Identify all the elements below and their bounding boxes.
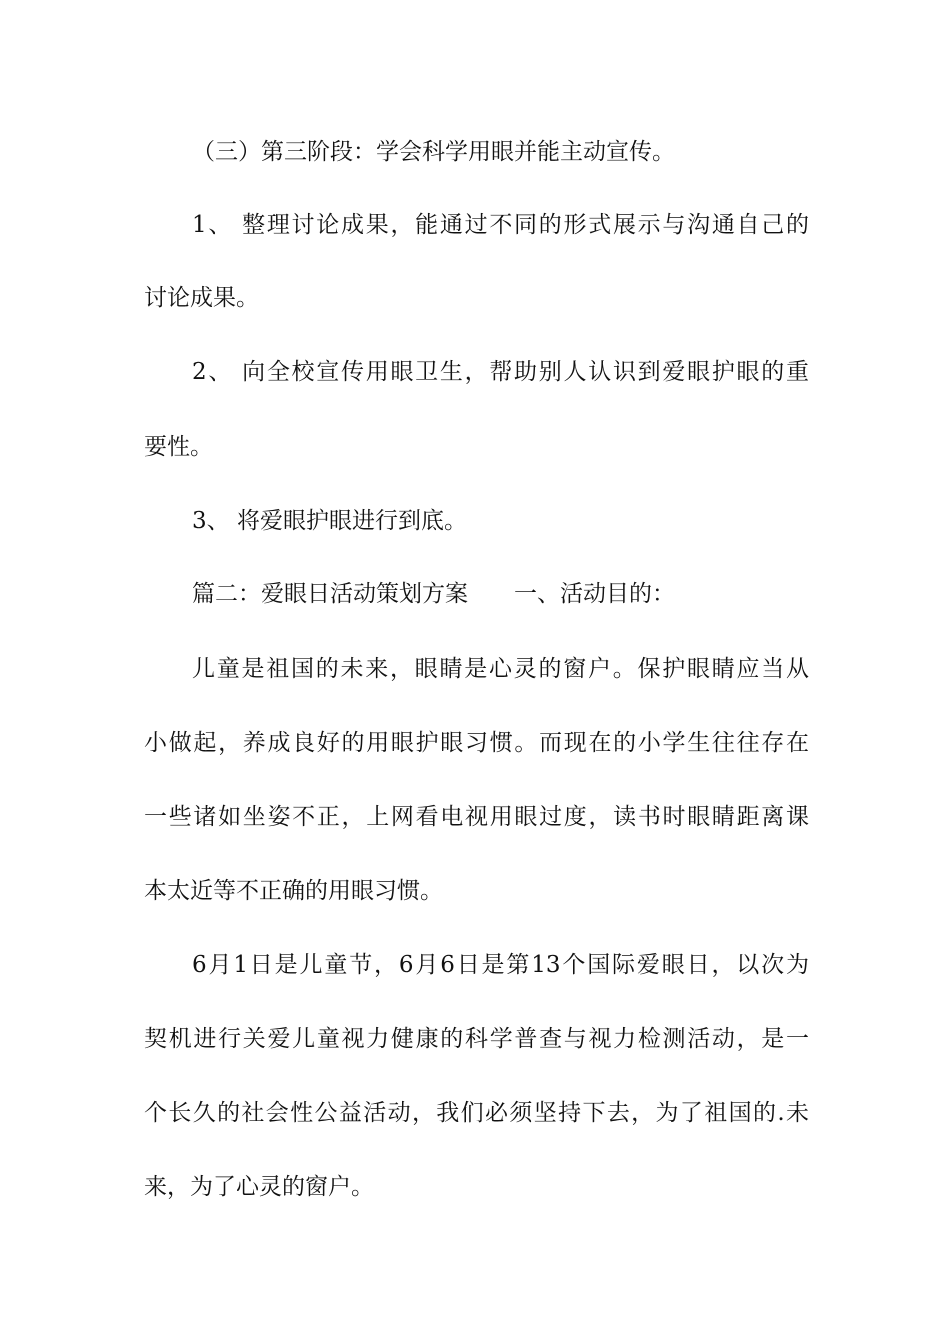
paragraph-2-line-1: 6月1日是儿童节，6月6日是第13个国际爱眼日，以次为 xyxy=(192,952,809,978)
paragraph-1-line-4: 本太近等不正确的用眼习惯。 xyxy=(144,878,443,904)
stage-three-heading: （三）第三阶段：学会科学用眼并能主动宣传。 xyxy=(192,139,675,165)
list-item-2-line-1: 2、 向全校宣传用眼卫生，帮助别人认识到爱眼护眼的重 xyxy=(192,359,809,385)
list-item-1-line-1: 1、 整理讨论成果，能通过不同的形式展示与沟通自己的 xyxy=(192,212,809,238)
paragraph-2-line-3: 个长久的社会性公益活动，我们必须坚持下去，为了祖国的.未 xyxy=(144,1100,809,1126)
paragraph-2-line-2: 契机进行关爱儿童视力健康的科学普查与视力检测活动，是一 xyxy=(144,1026,809,1052)
paragraph-1-line-1: 儿童是祖国的未来，眼睛是心灵的窗户。保护眼睛应当从 xyxy=(192,656,809,682)
list-item-2-line-2: 要性。 xyxy=(144,434,213,460)
paragraph-1-line-2: 小做起，养成良好的用眼护眼习惯。而现在的小学生往往存在 xyxy=(144,730,809,756)
section-two-heading: 篇二：爱眼日活动策划方案 一、活动目的： xyxy=(192,581,675,607)
paragraph-1-line-3: 一些诸如坐姿不正，上网看电视用眼过度，读书时眼睛距离课 xyxy=(144,804,809,830)
list-item-1-line-2: 讨论成果。 xyxy=(144,285,259,311)
paragraph-2-line-4: 来，为了心灵的窗户。 xyxy=(144,1174,374,1200)
list-item-3: 3、 将爱眼护眼进行到底。 xyxy=(192,508,467,534)
